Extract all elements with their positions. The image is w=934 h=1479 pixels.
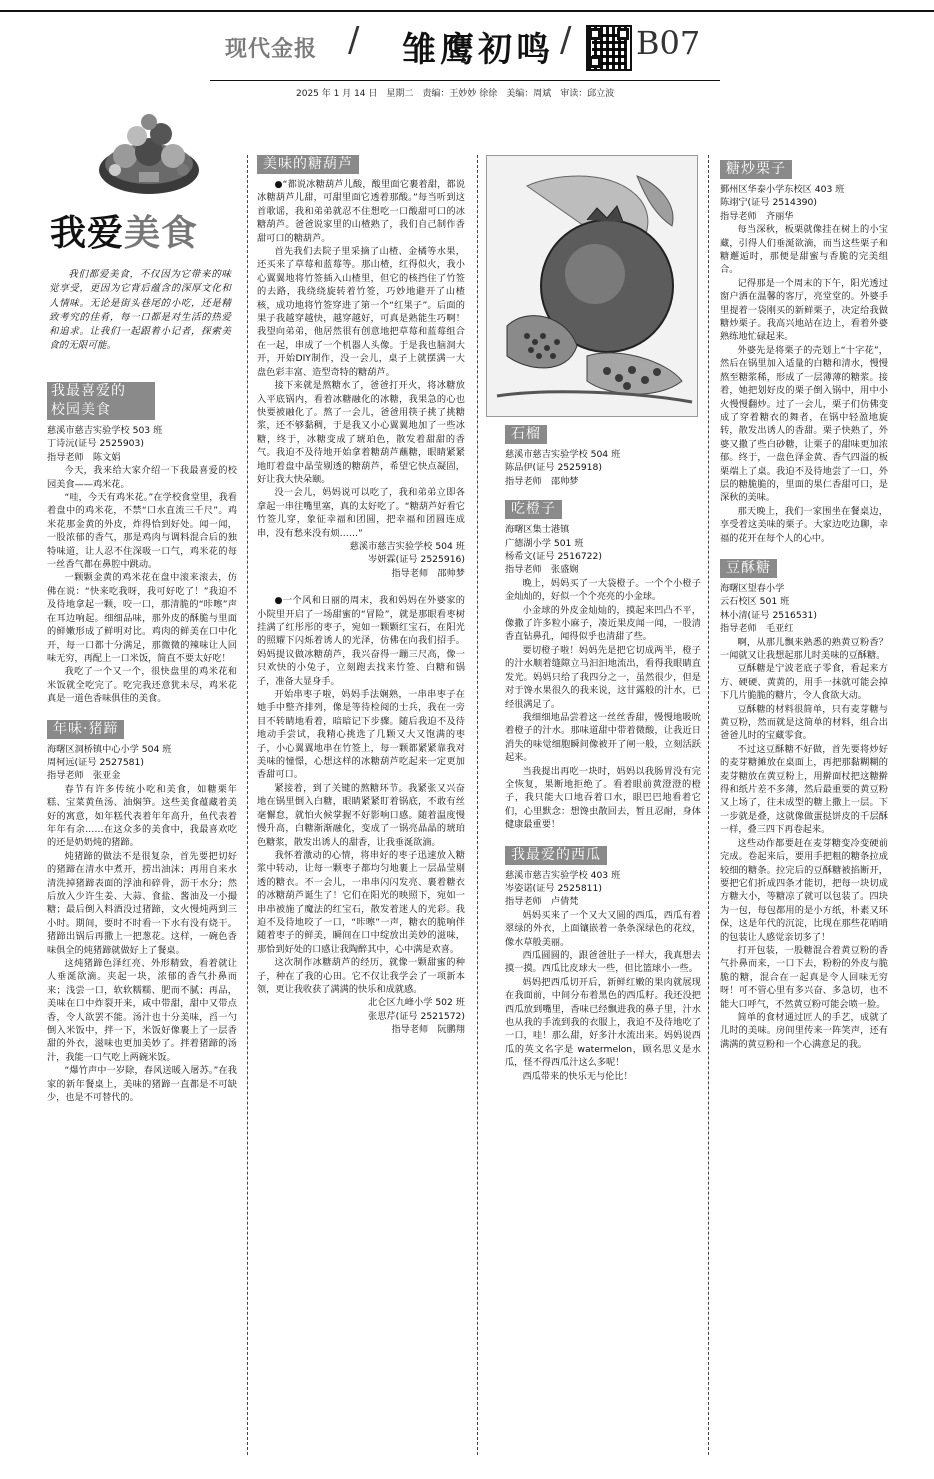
section-heading: 豆酥糖 xyxy=(720,559,777,578)
paragraph: ●一个风和日丽的周末，我和妈妈在外婆家的小院里开启了一场甜蜜的“冒险”，就是那眼看枣树挂满了红彤彤的枣子，宛如一颗颗红宝石，在阳光的照耀下闪烁着诱人的光泽，仿佛在向我们招手。妈妈提议做冰糖葫芦，我兴奋得一蹦三尺高，像一只欢快的小兔子，立刻跑去找来竹签、白糖和锅子，准备大显身手。 xyxy=(257,595,465,687)
paragraph: 春节有许多传统小吃和美食，如糖栗年糕、宝菜黄鱼汤、油焖笋。这些美食蕴藏着美好的寓意，如年糕代表着年年高升，鱼代表着年年有余……在这众多的美食中，我最喜欢吃的还是奶奶炖的猪蹄。 xyxy=(47,783,237,849)
section-heading: 美味的糖葫芦 xyxy=(257,155,359,174)
byline-school: 慈溪市慈吉实验学校 403 班 xyxy=(505,869,621,881)
paragraph: 简单的食材通过匠人的手艺，成就了儿时的美味。房间里传来一阵笑声，还有满满的黄豆粉和一个心满意足的我。 xyxy=(720,1011,888,1050)
column-divider xyxy=(708,155,709,1455)
byline-school: 慈溪市慈吉实验学校 503 班 xyxy=(47,425,163,436)
paragraph: 打开包装，一股糖混合着黄豆粉的香气扑鼻而来，一口下去，粉粉的外皮与脆脆的糖，混合在一起真是令人回味无穷呀！可不管心里有多兴奋、多急切，也不能大口呼气，不然黄豆粉可能会喷一脸。 xyxy=(720,944,888,1010)
artwork-caption: 石榴 xyxy=(505,425,547,444)
paragraph: “哇，今天有鸡米花。”在学校食堂里，我看着盘中的鸡米花，不禁“口水直流三千尺”。鸡米花那金黄的外皮，炸得恰到好处。闻一闻，一股浓郁的香气，那是鸡肉与调料混合后的独特味道，让人忍不住深吸一口气，鸡米花的每一丝香气都在鼻腔中跳动。 xyxy=(47,492,237,571)
paragraph: 一颗颗金黄的鸡米花在盘中滚来滚去，仿佛在说：“快来吃我呀，我可好吃了！”我迫不及待地拿起一颗，咬一口，那清脆的“咔嚓”声在耳边响起。细细品味，那外皮的酥脆与里面的鲜嫩形成了鲜明对比。鸡肉的鲜美在口中化开，每一口都十分满足，那微微的辣味让人回味无穷，再配上一口米饭，简直不要太好吃！ xyxy=(47,572,237,664)
food-platter-illustration xyxy=(95,112,203,200)
header-underline xyxy=(210,80,720,81)
column-4 xyxy=(720,160,888,1460)
byline-author: 周柯远(证号 2527581) xyxy=(47,756,144,768)
paragraph: 这炖猪蹄色泽红亮、外形精致，看着就让人垂涎欲滴。夹起一块，浓郁的香气扑鼻而来；浅尝一口，软软糯糯、肥而不腻；再品，美味在口中炸裂开来，咸中带甜，甜中又带点香，令人欲罢不能。汤汁也十分美味，舀一勺倒入米饭中，拌一下，米饭好像裹上了一层香甜的外衣，滋味也更加美妙了。拌着猪蹄的汤汁，我能一口气吃上两碗米饭。 xyxy=(47,958,237,1063)
byline-teacher: 指导老师 毛亚红 xyxy=(720,623,794,635)
paragraph: 没一会儿，妈妈说可以吃了，我和弟弟立即各拿起一串往嘴里塞，真的太好吃了。“糖葫芦好看它竹签儿穿，象征幸福和团圆，把幸福和团圆连成串，没有愁来没有烦……” xyxy=(257,487,465,539)
paragraph: 记得那是一个周末的下午，阳光透过窗户洒在温馨的客厅，亮堂堂的。外婆手里提着一袋刚买的新鲜栗子，决定给我做糖炒栗子。我高兴地站在边上，看着外婆熟练地忙碌起来。 xyxy=(720,277,888,343)
newspaper-brand: 现代金报 xyxy=(225,36,318,62)
feature-title: 我爱美食 xyxy=(50,212,199,254)
qr-code-icon xyxy=(586,25,632,71)
byline-school: 北仑区九峰小学 502 班 xyxy=(368,997,465,1009)
byline-teacher: 指导老师 阮鹏翔 xyxy=(391,1024,465,1036)
page-number: B07 xyxy=(636,24,701,62)
paragraph: 我细细地品尝着这一丝丝香甜，慢慢地吸吮着橙子的汁水。那味道甜中带着微酸，让我近日消失的味觉细胞瞬间像被开了闸一般，立刻活跃起来。 xyxy=(505,711,701,764)
byline-school: 慈溪市慈吉实验学校 504 班 xyxy=(505,449,621,460)
byline-school: 海曙区洞桥镇中心小学 504 班 xyxy=(47,743,172,755)
paragraph: 接下来就是熬糖水了，爸爸打开火，将冰糖放入平底锅内，看着冰糖融化的冰糖，我果急的心也快要被融化了。熬了一会儿，爸爸用筷子挑了挑糖浆，还不够黏稠，于是我又小心翼翼地加了一些冰糖，终于，冰糖变成了琥珀色，散发着甜甜的香气。我迫不及待地开始拿着糖葫芦蘸糖，眼睛紧紧地盯着盘中晶莹剔透的糖葫芦，希望它快点凝固，好让我大快朵颐。 xyxy=(257,380,465,485)
section-heading: 我最爱的西瓜 xyxy=(505,846,607,865)
section-heading: 年味·猪蹄 xyxy=(47,720,124,739)
pomegranate-drawing xyxy=(486,155,698,417)
paragraph: 首先我们去院子里采摘了山楂、金橘等水果，还买来了草莓和蓝莓等。那山楂，红得似火，我小心翼翼地将竹签插入山楂里，但它的核挡住了竹签的去路，我绕绕旋转着竹签，巧妙地避开了山楂核，成功地将竹签穿进了第一个“红果子”。后面的果子我越穿越快，越穿越好，可真是熟能生巧啊！我望向弟弟，他居然很有创意地把草莓和蓝莓组合在一起，串成了一个机器人头像。于是我也脑洞大开，开始DIY制作，没一会儿，桌子上就摆满一大盘色彩丰富、造型奇特的糖葫芦。 xyxy=(257,246,465,378)
column-1 xyxy=(47,382,237,1462)
header-divider: / xyxy=(560,20,572,60)
paragraph: 西瓜带来的快乐无与伦比！ xyxy=(522,1070,633,1082)
byline-teacher: 指导老师 齐丽华 xyxy=(720,210,794,222)
paragraph: 不过这豆酥糖不好做，首先要将炒好的麦芽糖摊放在桌面上，再把那黏糊糊的麦芽糖放在黄豆粉上，用擀面杖把这糖擀得和纸片差不多薄，然后最重要的黄豆粉又上场了，往未成型的糖上撒上一层。下一步就是叠，这就像做蛋挞饼皮的千层酥一样，叠三四下再卷起来。 xyxy=(720,743,888,836)
paragraph: 炖猪蹄的做法不是很复杂，首先要把切好的猪蹄在清水中煮开，捞出油沫；再用自来水清洗掉猪蹄表面的浮油和碎骨，沥干水分；然后放入少许生姜、大蒜、食盐、酱油及一小撮糖；最后倒入料酒没过猪蹄，文火慢炖两到三小时。期间，要时不时看一下水有没有烧干。猪蹄出锅后再撒上一把葱花。这样，一碗色香味俱全的炖猪蹄就做好上了餐桌。 xyxy=(47,850,237,956)
byline-author: 林小清(证号 2516531) xyxy=(720,609,817,621)
paragraph: 这次制作冰糖葫芦的经历，就像一颗甜蜜的种子，种在了我的心田。它不仅让我学会了一项新本领，更让我收获了满满的快乐和成就感。 xyxy=(257,957,465,995)
section-heading: 吃橙子 xyxy=(505,500,562,519)
byline-author: 岑姿诺(证号 2525811) xyxy=(505,882,602,894)
byline-school: 海曙区望春小学 xyxy=(720,582,785,594)
byline-teacher: 指导老师 陈文娟 xyxy=(47,451,121,463)
byline-author: 陈品伊(证号 2525918) xyxy=(505,462,602,474)
byline-teacher: 指导老师 张盛娴 xyxy=(505,564,579,576)
byline-teacher: 指导老师 张亚金 xyxy=(47,770,121,782)
paragraph: 西瓜圆圆的，跟爸爸肚子一样大，我真想去摸一摸。西瓜比皮球大一些，但比篮球小一些。 xyxy=(505,950,701,975)
paragraph: 小金球的外皮金灿灿的，摸起来凹凸不平，像撒了许多粒小麻子，凑近果皮闻一闻，一股清香直钻鼻孔，闻得似乎也清甜了些。 xyxy=(505,604,701,643)
byline-campus: 云石校区 501 班 xyxy=(720,596,790,608)
paragraph: 今天，我来给大家介绍一下我最喜爱的校园美食——鸡米花。 xyxy=(47,465,237,490)
paragraph: 妈妈把西瓜切开后，新鲜红嫩的果肉就展现在我面前，中间分布着黑色的西瓜籽。我还没把西瓜放到嘴里，香味已经飘进我的鼻子里，汁水也从我的手流到我的衣服上，我迫不及待地吃了一口，哇！那么甜，好多汁水流出来。妈妈说西瓜的英文名字是 watermelon，顾名思义是水瓜，怪不得西瓜汁这么多呢！ xyxy=(505,976,701,1069)
paragraph: 啊，从那儿飘来熟悉的熟黄豆粉香？一闻就又让我想起那儿时美味的豆酥糖。 xyxy=(720,636,888,661)
paragraph: 紧接着，到了关键的熬糖环节。我紧张又兴奋地在锅里倒入白糖，眼睛紧紧盯着锅底，不敢有丝毫懈怠，就怕火候掌握不好影响口感。随着温度慢慢升高，白糖渐渐融化，变成了一锅亮晶晶的琥珀色糖浆，散发出诱人的甜香，让我垂涎欲滴。 xyxy=(257,782,465,848)
byline-author: 杨希文(证号 2516722) xyxy=(505,551,602,563)
paragraph: 那天晚上，我们一家围坐在餐桌边，享受着这美味的栗子。大家边吃边聊，幸福的花开在每个人的心中。 xyxy=(720,505,888,544)
paragraph: 豆酥糖的材料很简单，只有麦芽糖与黄豆粉，然而就是这简单的材料，组合出爸爸儿时的宝藏零食。 xyxy=(720,703,888,742)
byline-school: 鄞州区华泰小学东校区 403 班 xyxy=(720,184,845,195)
column-2 xyxy=(257,155,465,1460)
byline-district: 海曙区集士港镇 xyxy=(505,524,570,536)
paragraph: 我怀着激动的心情，将串好的枣子迅速放入糖浆中转动，让每一颗枣子都均匀地裹上一层晶莹剔透的糖衣。不一会儿，一串串闪闪发亮、裹着糖衣的冰糖葫芦诞生了！它们在阳光的映照下，宛如一串串被施了魔法的红宝石，散发着迷人的光彩。我迫不及待地咬了一口，“咔嚓”一声，糖衣的脆响伴随着枣子的鲜美，瞬间在口中绽放出美妙的滋味，那恰到好处的口感让我陶醉其中，心中满是欢喜。 xyxy=(257,849,465,955)
column-divider xyxy=(247,155,248,1455)
byline-teacher: 指导老师 邵帅梦 xyxy=(391,567,465,579)
paragraph: 当我提出再吃一块时，妈妈以我肠胃没有完全恢复，果断地拒绝了。看着眼前黄澄澄的橙子，我只能大口地吞着口水，眼巴巴地看着它们，心里默念：想馋虫散回去，暂且忍耐，身体健康最重要！ xyxy=(505,765,701,831)
paragraph: 外婆先是将栗子的壳划上“十字花”，然后在锅里加入适量的白糖和清水，慢慢熬至糖浆稀，形成了一层薄薄的糖浆。接着，她把划好皮的栗子倒入锅中，用中小火慢慢翻炒。过了一会儿，栗子们仿佛变成了穿着糖衣的舞者，在锅中轻盈地旋转，散发出诱人的香甜。栗子快熟了，外婆又撒了些白砂糖，让栗子的甜味更加浓郁。终于，一盘色泽金黄、香气四溢的板栗端上了桌。我迫不及待地尝了一口，外层的糖脆脆的，里面的果仁香甜可口，是深秋的美味。 xyxy=(720,344,888,504)
paragraph: 妈妈买来了一个又大又圆的西瓜，西瓜有着翠绿的外衣，上面镶嵌着一条条深绿色的花纹，像水草般美丽。 xyxy=(505,909,701,948)
section-heading: 我最喜爱的 校园美食 xyxy=(47,382,155,420)
byline-teacher: 指导老师 邵帅梦 xyxy=(505,475,579,487)
byline-author: 陈翊宁(证号 2514390) xyxy=(720,197,817,209)
byline-school: 慈溪市慈吉实验学校 504 班 xyxy=(349,540,465,552)
column-divider xyxy=(477,155,478,1455)
paragraph: ●“都说冰糖葫芦儿酸，酸里面它裹着甜，都说冰糖葫芦儿甜，可甜里面它透着那酸。”每当听到这首歌谣，我和弟弟就忍不住想吃一口酸甜可口的冰糖葫芦。爸爸说家里的山楂熟了，我们自己制作香甜可口的糖葫芦。 xyxy=(257,179,465,244)
paragraph: 每当深秋，板栗就像挂在树上的小宝藏，引得人们垂涎欲滴，而当这些栗子和糖邂逅时，那便是甜蜜与香脆的完美组合。 xyxy=(720,224,888,276)
section-title: 雏鹰初鸣 xyxy=(402,30,554,70)
paragraph: 这些动作都要赶在麦芽糖变冷变硬前完成。卷起来后，要用手把粗的糖条拉成较细的糖条。拉完后的豆酥糖被掐断开，要把它们折成四条才能切，把每一块切成方糖大小，等糖凉了就可以包装了。四块为一包，每包都用的是小方纸，朴素又环保，这是年代的沉淀，比现在那些花哨哨的包装让人感觉亲切多了！ xyxy=(720,837,888,943)
paragraph: “爆竹声中一岁除，春风送暖入屠苏。”在我家的新年餐桌上，美味的猪蹄一直都是不可缺少，也是不可替代的。 xyxy=(47,1065,237,1104)
feature-intro: 我们都爱美食，不仅因为它带来的味觉享受，更因为它背后蕴含的深厚文化和人情味。无论是街头巷尾的小吃，还是精致考究的佳肴，每一口都是对生活的热爱和追求。让我们一起跟着小记者，探索美食的无限可能。 xyxy=(49,269,231,352)
issue-meta: 2025 年 1 月 14 日 星期二 责编：王妙妙 徐徐 美编：周斌 审读：邱立波 xyxy=(296,89,615,99)
byline-author: 张思芹(证号 2521572) xyxy=(368,1010,465,1022)
header-divider: / xyxy=(348,20,360,60)
paragraph: 我吃了一个又一个，很快盘里的鸡米花和米饭就全吃完了。吃完我还意犹未尽，鸡米花真是一道色香味俱佳的美食。 xyxy=(47,666,237,705)
section-heading: 糖炒栗子 xyxy=(720,160,792,179)
paragraph: 要切橙子啦！妈妈先是把它切成两半，橙子的汁水顺着缝隙立马汩汩地流出，看得我眼睛直发光。妈妈只给了我四分之一，虽然很少，但是对于馋水果很久的我来说，这甘露般的汁水，已经很满足了。 xyxy=(505,644,701,710)
paragraph: 豆酥糖是宁波老底子零食，看起来方方、硬硬、黄黄的，用手一抹就可能会掉下几片脆脆的糖片，令人食欲大动。 xyxy=(720,663,888,702)
top-rule xyxy=(0,10,934,12)
byline-teacher: 指导老师 卢倩梵 xyxy=(505,896,579,908)
paragraph: 开始串枣子啦，妈妈手法娴熟，一串串枣子在她手中整齐排列，像是等待检阅的士兵，我在一旁目不转睛地看着，暗暗记下步骤。随后我迫不及待地动手尝试，我精心挑选了几颗又大又饱满的枣子，小心翼翼地串在竹签上，每一颗都紧紧靠我对美味的憧憬，心想这样的冰糖葫芦吃起来一定更加香甜可口。 xyxy=(257,689,465,781)
byline-author: 岑妍霖(证号 2525916) xyxy=(368,554,465,566)
byline-author: 丁诗沅(证号 2525903) xyxy=(47,438,144,450)
byline-school: 广德湖小学 501 班 xyxy=(505,537,584,549)
paragraph: 晚上，妈妈买了一大袋橙子。一个个小橙子金灿灿的，好似一个个亮亮的小金球。 xyxy=(505,577,701,603)
column-3 xyxy=(505,425,701,1465)
